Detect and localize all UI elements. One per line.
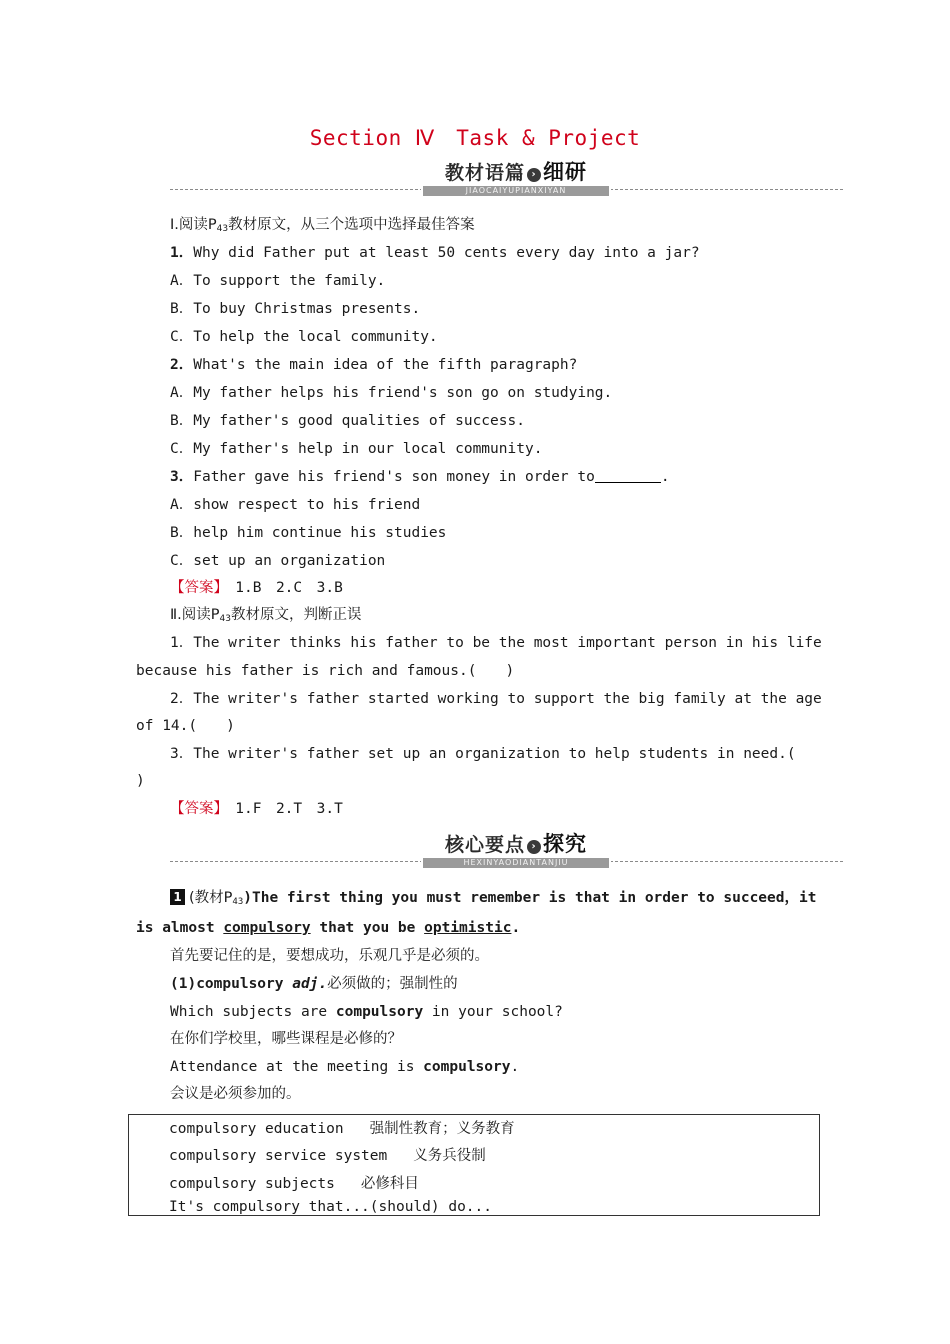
answer-blank [595, 468, 661, 483]
banner-pinyin: JIAOCAIYUPIANXIYAN [423, 186, 609, 196]
example-2 [170, 1057, 519, 1077]
phrase-en: It's compulsory that...(should) do... [169, 1199, 493, 1215]
arrow-icon: › [527, 840, 541, 854]
question-number: 2． [170, 357, 194, 373]
question-text-end: . [660, 469, 670, 485]
underlined-word: optimistic [424, 920, 512, 936]
example-1 [170, 1002, 563, 1022]
phrase-row [169, 1199, 492, 1215]
part2-answer [170, 799, 343, 819]
banner-heading [421, 832, 611, 857]
vocab-word: (1)compulsory [170, 976, 293, 992]
part-of-speech: adj. [292, 976, 328, 992]
phrase-en: compulsory education [169, 1121, 344, 1137]
banner-pinyin: HEXINYAODIANTANJIU [423, 858, 609, 868]
question-text: Why did Father put at least 50 cents every day into a jar? [193, 245, 700, 261]
part1-heading [170, 215, 475, 239]
vocab-meaning: 必须做的；强制性的 [327, 976, 458, 992]
phrase-en: compulsory service system [169, 1148, 388, 1164]
part1-heading-a: Ⅰ.阅读P [170, 217, 217, 233]
example-part: Attendance at the meeting is [170, 1059, 424, 1075]
source-sentence: )The first thing you must remember is that in order to succeed，it [243, 890, 817, 906]
arrow-icon: › [527, 168, 541, 182]
question-number: 1． [170, 245, 194, 261]
question-3 [170, 467, 670, 487]
phrase-row [169, 1172, 419, 1193]
banner-heading-a: 核心要点 [444, 834, 525, 856]
point-1-source-line2 [136, 918, 520, 938]
option: A．My father helps his friend's son go on studying. [170, 385, 613, 401]
example-part: . [510, 1059, 520, 1075]
option: A．To support the family. [170, 273, 386, 289]
banner-box [421, 832, 611, 870]
part2-heading [170, 605, 361, 629]
vocab-heading [170, 974, 458, 994]
part1-answer [170, 578, 343, 598]
part2-heading-a: Ⅱ.阅读P [170, 607, 220, 623]
example-2-translation: 会议是必须参加的。 [170, 1086, 301, 1102]
question-text: Father gave his friend's son money in order to [193, 469, 595, 485]
example-1-translation: 在你们学校里，哪些课程是必修的？ [170, 1031, 402, 1047]
example-keyword: compulsory [335, 1004, 424, 1020]
part2-heading-sub: 43 [219, 614, 231, 624]
phrase-box [128, 1114, 820, 1216]
option: C．set up an organization [170, 553, 386, 569]
sentence-part: . [511, 920, 521, 936]
tf-item-3-line2: ) [136, 773, 145, 789]
question-number: 3． [170, 469, 194, 485]
sentence-part: is almost [136, 920, 224, 936]
banner-heading-b: 细研 [543, 160, 587, 184]
option: B．My father's good qualities of success. [170, 413, 525, 429]
answer-label: 【答案】 [170, 801, 221, 817]
answer-label: 【答案】 [170, 580, 221, 596]
option: B．To buy Christmas presents. [170, 301, 421, 317]
banner-box [421, 160, 611, 198]
phrase-row [169, 1117, 515, 1138]
phrase-cn: 必修科目 [360, 1176, 419, 1192]
option: C．To help the local community. [170, 329, 438, 345]
source-ref: (教材P [189, 890, 233, 906]
banner-core-points [170, 832, 843, 872]
phrase-cn: 义务兵役制 [413, 1148, 486, 1164]
translation: 首先要记住的是，要想成功，乐观几乎是必须的。 [170, 948, 489, 964]
sentence-part: that you be [310, 920, 425, 936]
example-part: Which subjects are [170, 1004, 336, 1020]
banner-textbook-reading [170, 160, 843, 200]
option: C．My father's help in our local community. [170, 441, 543, 457]
tf-item-3-line1: 3．The writer's father set up an organization to help students in need.( [170, 746, 796, 762]
banner-heading-a: 教材语篇 [444, 162, 525, 184]
part2-heading-b: 教材原文，判断正误 [230, 607, 362, 623]
phrase-row [169, 1144, 486, 1165]
question-text: What's the main idea of the fifth paragraph? [193, 357, 578, 373]
source-ref-sub: 43 [232, 897, 244, 907]
answer-text: 1.B 2.C 3.B [235, 580, 343, 596]
part1-heading-sub: 43 [216, 224, 229, 234]
answer-text: 1.F 2.T 3.T [235, 801, 343, 817]
phrase-en: compulsory subjects [169, 1176, 335, 1192]
example-part: in your school? [423, 1004, 563, 1020]
tf-item-1-line1: 1．The writer thinks his father to be the most important person in his life [170, 635, 822, 651]
point-1-source-line [170, 888, 816, 912]
tf-item-1-line2: because his father is rich and famous.( ) [136, 663, 515, 679]
banner-heading-b: 探究 [543, 832, 587, 856]
section-title: Section Ⅳ Task & Project [309, 126, 641, 150]
tf-item-2-line1: 2．The writer's father started working to support the big family at the age [170, 691, 822, 707]
phrase-cn: 强制性教育；义务教育 [369, 1121, 515, 1137]
question-2 [170, 355, 577, 375]
question-1 [170, 243, 700, 263]
option: B．help him continue his studies [170, 525, 447, 541]
banner-heading [421, 160, 611, 185]
option: A．show respect to his friend [170, 497, 421, 513]
part1-heading-b: 教材原文，从三个选项中选择最佳答案 [228, 217, 475, 233]
tf-item-2-line2: of 14.( ) [136, 718, 235, 734]
underlined-word: compulsory [223, 920, 311, 936]
example-keyword: compulsory [423, 1059, 511, 1075]
point-number-badge: 1 [170, 889, 185, 905]
